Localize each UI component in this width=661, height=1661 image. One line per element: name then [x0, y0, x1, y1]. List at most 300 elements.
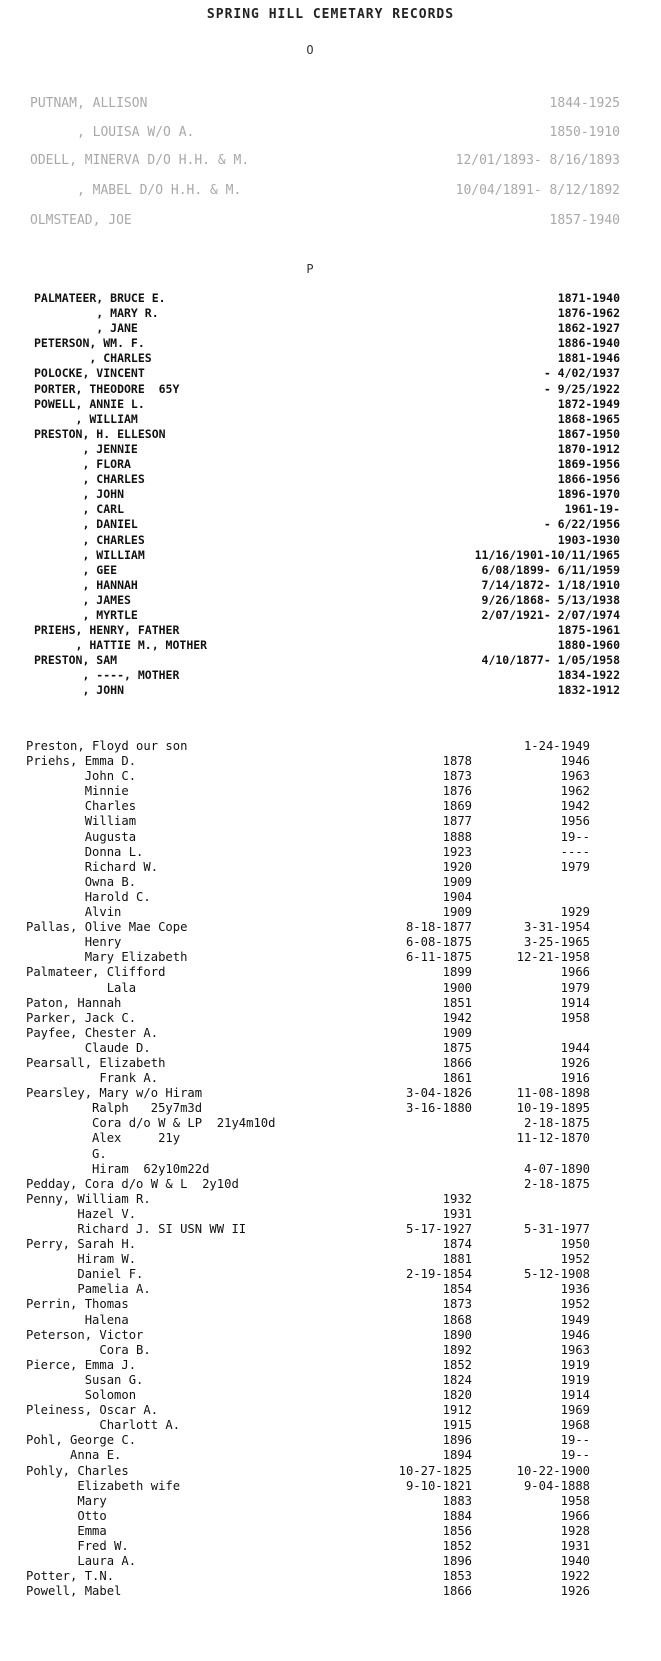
record-row: [26, 1464, 590, 1479]
record-birth: 1923: [442, 844, 472, 859]
record-name: PALMATEER, BRUCE E.: [34, 291, 166, 305]
record-row: [26, 1297, 590, 1312]
record-birth: 5-17-1927: [405, 1222, 472, 1236]
record-row: [26, 1041, 590, 1056]
record-birth: 1875: [442, 1040, 472, 1055]
record-name: PRIEHS, HENRY, FATHER: [34, 623, 180, 638]
record-name: ODELL, MINERVA D/O H.H. & M.: [30, 153, 250, 168]
record-name: PRESTON, H. ELLESON: [34, 426, 166, 441]
record-row: [26, 1011, 590, 1026]
record-name: Alex 21y: [26, 1131, 181, 1146]
record-death: 1956: [560, 814, 590, 829]
record-dates: 1867-1950: [557, 426, 620, 441]
record-dates: 6/08/1899- 6/11/1959: [481, 562, 620, 577]
record-death: 1916: [560, 1071, 590, 1086]
record-name: PORTER, THEODORE 65Y: [34, 381, 180, 396]
record-row: [34, 683, 620, 698]
record-name: Otto: [26, 1508, 107, 1523]
record-name: Alvin: [26, 905, 122, 920]
record-death: 1969: [560, 1403, 590, 1418]
faint-record-row: [30, 213, 620, 237]
record-row: [26, 739, 590, 754]
record-row: [26, 1479, 590, 1494]
record-name: Hazel V.: [26, 1206, 137, 1221]
record-birth: 9-10-1821: [405, 1478, 472, 1493]
section-letter-p: P: [306, 262, 314, 276]
record-birth: 1884: [442, 1508, 472, 1523]
record-birth: 1932: [442, 1191, 472, 1206]
record-death: 10-22-1900: [516, 1463, 590, 1478]
record-name: Perry, Sarah H.: [26, 1237, 137, 1252]
record-row: [26, 1584, 590, 1599]
record-row: [26, 1101, 590, 1116]
record-death: 1958: [560, 1493, 590, 1508]
record-name: Hiram 62y10m22d: [26, 1161, 210, 1176]
record-name: POLOCKE, VINCENT: [34, 366, 145, 381]
record-dates: 1896-1970: [557, 487, 620, 502]
record-name: Cora B.: [26, 1342, 151, 1357]
record-row: [26, 1569, 590, 1584]
record-death: 1944: [560, 1040, 590, 1055]
record-row: [34, 563, 620, 578]
record-death: 3-31-1954: [523, 920, 590, 935]
record-row: [34, 351, 620, 366]
record-row: [26, 1313, 590, 1328]
record-row: [26, 1388, 590, 1403]
record-name: Richard W.: [26, 859, 159, 874]
record-row: [34, 608, 620, 623]
record-birth: 1909: [442, 874, 472, 889]
record-death: 1-24-1949: [523, 739, 590, 753]
record-row: [26, 1147, 590, 1162]
record-row: [34, 427, 620, 442]
record-birth: 1874: [442, 1237, 472, 1252]
record-dates: 1857-1940: [549, 213, 620, 228]
record-birth: 1866: [442, 1055, 472, 1070]
record-birth: 1820: [442, 1388, 472, 1403]
record-dates: 1844-1925: [549, 96, 620, 111]
record-dates: 1961-19-: [564, 502, 620, 517]
record-birth: 1896: [442, 1554, 472, 1569]
record-death: 1963: [560, 769, 590, 784]
record-name: , MABEL D/O H.H. & M.: [30, 183, 242, 198]
record-name: , JOHN: [34, 683, 125, 698]
record-birth: 1824: [442, 1372, 472, 1387]
record-death: 1942: [560, 799, 590, 814]
record-name: Pohl, George C.: [26, 1433, 137, 1448]
record-birth: 8-18-1877: [405, 920, 472, 935]
record-name: Penny, William R.: [26, 1191, 151, 1206]
record-birth: 1912: [442, 1403, 472, 1418]
record-name: Donna L.: [26, 844, 144, 859]
record-name: , JAMES: [34, 592, 131, 607]
record-dates: 1832-1912: [557, 683, 620, 698]
record-dates: - 9/25/1922: [543, 381, 620, 396]
record-name: Charlott A.: [26, 1418, 181, 1433]
record-dates: 1875-1961: [557, 623, 620, 638]
record-name: Fred W.: [26, 1538, 129, 1553]
record-name: , DANIEL: [34, 517, 138, 532]
record-name: , JANE: [34, 321, 138, 336]
record-birth: 1873: [442, 769, 472, 784]
record-dates: 4/10/1877- 1/05/1958: [481, 653, 620, 668]
record-death: 1946: [560, 1327, 590, 1342]
record-row: [34, 517, 620, 532]
record-row: [26, 1433, 590, 1448]
record-death: 1950: [560, 1237, 590, 1252]
record-row: [34, 442, 620, 457]
record-name: Emma: [26, 1523, 107, 1538]
record-name: Payfee, Chester A.: [26, 1025, 159, 1040]
record-name: PETERSON, WM. F.: [34, 336, 145, 351]
record-row: [26, 875, 590, 890]
record-row: [34, 472, 620, 487]
record-name: Minnie: [26, 784, 129, 799]
record-death: 1952: [560, 1252, 590, 1267]
record-birth: 1854: [442, 1282, 472, 1297]
record-birth: 1873: [442, 1297, 472, 1312]
record-name: Palmateer, Clifford: [26, 965, 166, 980]
record-row: [26, 890, 590, 905]
record-row: [26, 1192, 590, 1207]
record-death: 19--: [560, 1448, 590, 1463]
record-birth: 1915: [442, 1418, 472, 1433]
record-row: [26, 845, 590, 860]
record-birth: 1851: [442, 995, 472, 1010]
record-row: [34, 397, 620, 412]
record-row: [26, 1026, 590, 1041]
record-row: [26, 981, 590, 996]
record-row: [26, 784, 590, 799]
record-dates: 1862-1927: [557, 321, 620, 336]
record-name: , GEE: [34, 562, 118, 577]
record-birth: 2-19-1854: [405, 1267, 472, 1282]
record-row: [34, 593, 620, 608]
record-name: Lala: [26, 980, 137, 995]
record-death: 1968: [560, 1418, 590, 1433]
record-row: [26, 920, 590, 935]
record-name: , WILLIAM: [34, 547, 145, 562]
record-row: [26, 1328, 590, 1343]
record-dates: 1868-1965: [557, 411, 620, 426]
record-row: [26, 1373, 590, 1388]
record-name: Ralph 25y7m3d: [26, 1101, 203, 1116]
record-name: , MYRTLE: [34, 607, 138, 622]
record-row: [26, 1358, 590, 1373]
record-name: , ----, MOTHER: [34, 668, 180, 683]
record-birth: 3-16-1880: [405, 1101, 472, 1116]
record-birth: 1931: [442, 1206, 472, 1221]
record-dates: 1869-1956: [557, 457, 620, 472]
record-death: ----: [560, 844, 590, 859]
record-row: [34, 653, 620, 668]
record-row: [26, 1267, 590, 1282]
record-row: [34, 321, 620, 336]
record-death: 1979: [560, 980, 590, 995]
record-birth: 1868: [442, 1312, 472, 1327]
section-letter-o: O: [306, 43, 314, 57]
record-birth: 1877: [442, 814, 472, 829]
record-row: [26, 754, 590, 769]
record-death: 1966: [560, 965, 590, 980]
record-name: POWELL, ANNIE L.: [34, 396, 145, 411]
record-row: [26, 1539, 590, 1554]
record-row: [26, 1071, 590, 1086]
faint-record-row: [30, 125, 620, 149]
record-dates: 1850-1910: [549, 125, 620, 140]
record-death: 9-04-1888: [523, 1478, 590, 1493]
record-row: [26, 1222, 590, 1237]
record-death: 1979: [560, 859, 590, 874]
record-death: 12-21-1958: [516, 950, 590, 965]
record-name: , CHARLES: [34, 351, 152, 366]
record-birth: 1852: [442, 1538, 472, 1553]
record-dates: 7/14/1872- 1/18/1910: [481, 577, 620, 592]
record-name: Cora d/o W & LP 21y4m10d: [26, 1116, 276, 1131]
record-dates: 2/07/1921- 2/07/1974: [481, 607, 620, 622]
record-row: [26, 1418, 590, 1433]
record-death: 5-12-1908: [523, 1267, 590, 1282]
record-name: Pleiness, Oscar A.: [26, 1403, 159, 1418]
record-birth: 1883: [442, 1493, 472, 1508]
record-row: [26, 830, 590, 845]
record-row: [26, 1056, 590, 1071]
record-row: [26, 1509, 590, 1524]
record-name: Parker, Jack C.: [26, 1010, 137, 1025]
record-death: 1922: [560, 1569, 590, 1584]
record-name: Pearsley, Mary w/o Hiram: [26, 1086, 203, 1101]
record-birth: 1909: [442, 905, 472, 920]
record-row: [26, 1237, 590, 1252]
record-name: OLMSTEAD, JOE: [30, 213, 132, 228]
record-death: 4-07-1890: [523, 1161, 590, 1176]
record-death: 1958: [560, 1010, 590, 1025]
record-death: 5-31-1977: [523, 1222, 590, 1236]
record-row: [34, 412, 620, 427]
record-row: [26, 1086, 590, 1101]
record-name: Pohly, Charles: [26, 1463, 129, 1478]
record-row: [26, 1403, 590, 1418]
record-name: PUTNAM, ALLISON: [30, 96, 148, 111]
record-name: , HANNAH: [34, 577, 138, 592]
record-death: 2-18-1875: [523, 1116, 590, 1131]
record-row: [34, 502, 620, 517]
record-death: 1919: [560, 1357, 590, 1372]
record-row: [26, 1282, 590, 1297]
faint-record-row: [30, 96, 620, 120]
record-row: [26, 1494, 590, 1509]
record-death: 1928: [560, 1523, 590, 1538]
record-death: 11-08-1898: [516, 1086, 590, 1101]
record-name: Augusta: [26, 829, 137, 844]
record-row: [26, 935, 590, 950]
record-death: 19--: [560, 1433, 590, 1448]
record-name: Pamelia A.: [26, 1282, 151, 1297]
record-row: [34, 623, 620, 638]
record-birth: 1892: [442, 1342, 472, 1357]
record-name: , MARY R.: [34, 306, 159, 321]
record-row: [26, 1207, 590, 1222]
record-birth: 1878: [442, 754, 472, 769]
record-name: , JOHN: [34, 487, 125, 502]
record-row: [26, 996, 590, 1011]
section-p-typed-list: [34, 291, 620, 699]
record-row: [26, 1252, 590, 1267]
record-birth: 1888: [442, 829, 472, 844]
record-name: Owna B.: [26, 874, 137, 889]
record-row: [34, 487, 620, 502]
record-name: , CHARLES: [34, 472, 145, 487]
record-name: , LOUISA W/O A.: [30, 125, 195, 140]
record-dates: 1903-1930: [557, 532, 620, 547]
record-dates: 1886-1940: [557, 336, 620, 351]
record-death: 19--: [560, 829, 590, 844]
record-death: 2-18-1875: [523, 1176, 590, 1191]
record-dates: - 4/02/1937: [543, 366, 620, 381]
record-name: Peterson, Victor: [26, 1327, 144, 1342]
record-row: [26, 965, 590, 980]
record-name: Susan G.: [26, 1372, 144, 1387]
record-name: Anna E.: [26, 1448, 122, 1463]
record-birth: 1904: [442, 889, 472, 904]
record-death: 1914: [560, 995, 590, 1010]
record-dates: - 6/22/1956: [543, 517, 620, 532]
record-dates: 1872-1949: [557, 396, 620, 411]
record-birth: 6-11-1875: [405, 950, 472, 965]
record-name: John C.: [26, 769, 137, 784]
record-row: [26, 814, 590, 829]
record-birth: 1866: [442, 1584, 472, 1599]
record-birth: 6-08-1875: [405, 935, 472, 950]
faint-record-row: [30, 183, 620, 207]
record-death: 3-25-1965: [523, 935, 590, 950]
record-death: 1946: [560, 754, 590, 769]
record-dates: 1880-1960: [557, 638, 620, 653]
record-birth: 1894: [442, 1448, 472, 1463]
record-birth: 1876: [442, 784, 472, 799]
record-name: Paton, Hannah: [26, 995, 122, 1010]
record-death: 1940: [560, 1554, 590, 1569]
record-row: [26, 799, 590, 814]
record-birth: 1861: [442, 1071, 472, 1086]
record-death: 1949: [560, 1312, 590, 1327]
record-row: [26, 769, 590, 784]
record-row: [34, 638, 620, 653]
record-name: Pallas, Olive Mae Cope: [26, 920, 188, 935]
record-row: [26, 1116, 590, 1131]
record-row: [26, 1162, 590, 1177]
record-name: Daniel F.: [26, 1267, 144, 1282]
record-death: 1966: [560, 1508, 590, 1523]
record-name: Priehs, Emma D.: [26, 754, 137, 769]
record-row: [26, 1343, 590, 1358]
record-death: 1952: [560, 1297, 590, 1312]
record-name: Perrin, Thomas: [26, 1297, 129, 1312]
record-dates: 11/16/1901-10/11/1965: [474, 547, 620, 562]
record-death: 1962: [560, 784, 590, 799]
record-name: Potter, T.N.: [26, 1569, 115, 1584]
record-birth: 1869: [442, 799, 472, 814]
record-row: [34, 291, 620, 306]
record-birth: 10-27-1825: [398, 1463, 472, 1478]
record-dates: 1870-1912: [557, 441, 620, 456]
record-name: Pedday, Cora d/o W & L 2y10d: [26, 1176, 239, 1191]
record-row: [26, 1524, 590, 1539]
record-row: [26, 1448, 590, 1463]
page-title: SPRING HILL CEMETARY RECORDS: [206, 7, 455, 22]
record-row: [26, 1131, 590, 1146]
record-birth: 1890: [442, 1327, 472, 1342]
record-row: [34, 366, 620, 381]
record-birth: 1852: [442, 1357, 472, 1372]
record-dates: 1834-1922: [557, 668, 620, 683]
record-death: 1931: [560, 1538, 590, 1553]
record-name: Halena: [26, 1312, 129, 1327]
record-birth: 1881: [442, 1252, 472, 1267]
section-p-typewritten-list: [26, 739, 590, 1599]
record-birth: 1942: [442, 1010, 472, 1025]
record-birth: 1853: [442, 1569, 472, 1584]
record-row: [34, 578, 620, 593]
record-death: 10-19-1895: [516, 1101, 590, 1116]
record-name: PRESTON, SAM: [34, 653, 118, 668]
record-name: Frank A.: [26, 1071, 159, 1086]
record-name: , WILLIAM: [34, 411, 138, 426]
record-row: [26, 1177, 590, 1192]
record-name: Pearsall, Elizabeth: [26, 1055, 166, 1070]
record-name: , FLORA: [34, 457, 131, 472]
record-name: Harold C.: [26, 889, 151, 904]
record-birth: 1899: [442, 965, 472, 980]
record-name: Mary: [26, 1493, 107, 1508]
record-name: Richard J. SI USN WW II: [26, 1222, 247, 1236]
record-name: Solomon: [26, 1388, 137, 1403]
record-row: [34, 533, 620, 548]
record-row: [26, 950, 590, 965]
record-dates: 1866-1956: [557, 472, 620, 487]
record-death: 1926: [560, 1584, 590, 1599]
record-name: , CARL: [34, 502, 125, 517]
faint-record-row: [30, 153, 620, 177]
record-name: Pierce, Emma J.: [26, 1357, 137, 1372]
record-name: Elizabeth wife: [26, 1478, 181, 1493]
record-death: 1926: [560, 1055, 590, 1070]
record-row: [34, 548, 620, 563]
record-name: Charles: [26, 799, 137, 814]
record-name: Hiram W.: [26, 1252, 137, 1267]
record-row: [26, 860, 590, 875]
record-name: G.: [26, 1146, 107, 1161]
record-row: [34, 382, 620, 397]
record-dates: 1871-1940: [557, 291, 620, 305]
record-dates: 1876-1962: [557, 306, 620, 321]
record-birth: 1909: [442, 1025, 472, 1040]
record-birth: 3-04-1826: [405, 1086, 472, 1101]
record-name: Mary Elizabeth: [26, 950, 188, 965]
record-birth: 1900: [442, 980, 472, 995]
record-name: Powell, Mabel: [26, 1584, 122, 1599]
record-death: 11-12-1870: [516, 1131, 590, 1146]
record-name: Henry: [26, 935, 122, 950]
record-death: 1914: [560, 1388, 590, 1403]
record-name: Laura A.: [26, 1554, 137, 1569]
record-row: [26, 1554, 590, 1569]
record-name: , HATTIE M., MOTHER: [34, 638, 208, 653]
record-death: 1963: [560, 1342, 590, 1357]
record-birth: 1896: [442, 1433, 472, 1448]
record-name: Preston, Floyd our son: [26, 739, 188, 753]
record-dates: 1881-1946: [557, 351, 620, 366]
